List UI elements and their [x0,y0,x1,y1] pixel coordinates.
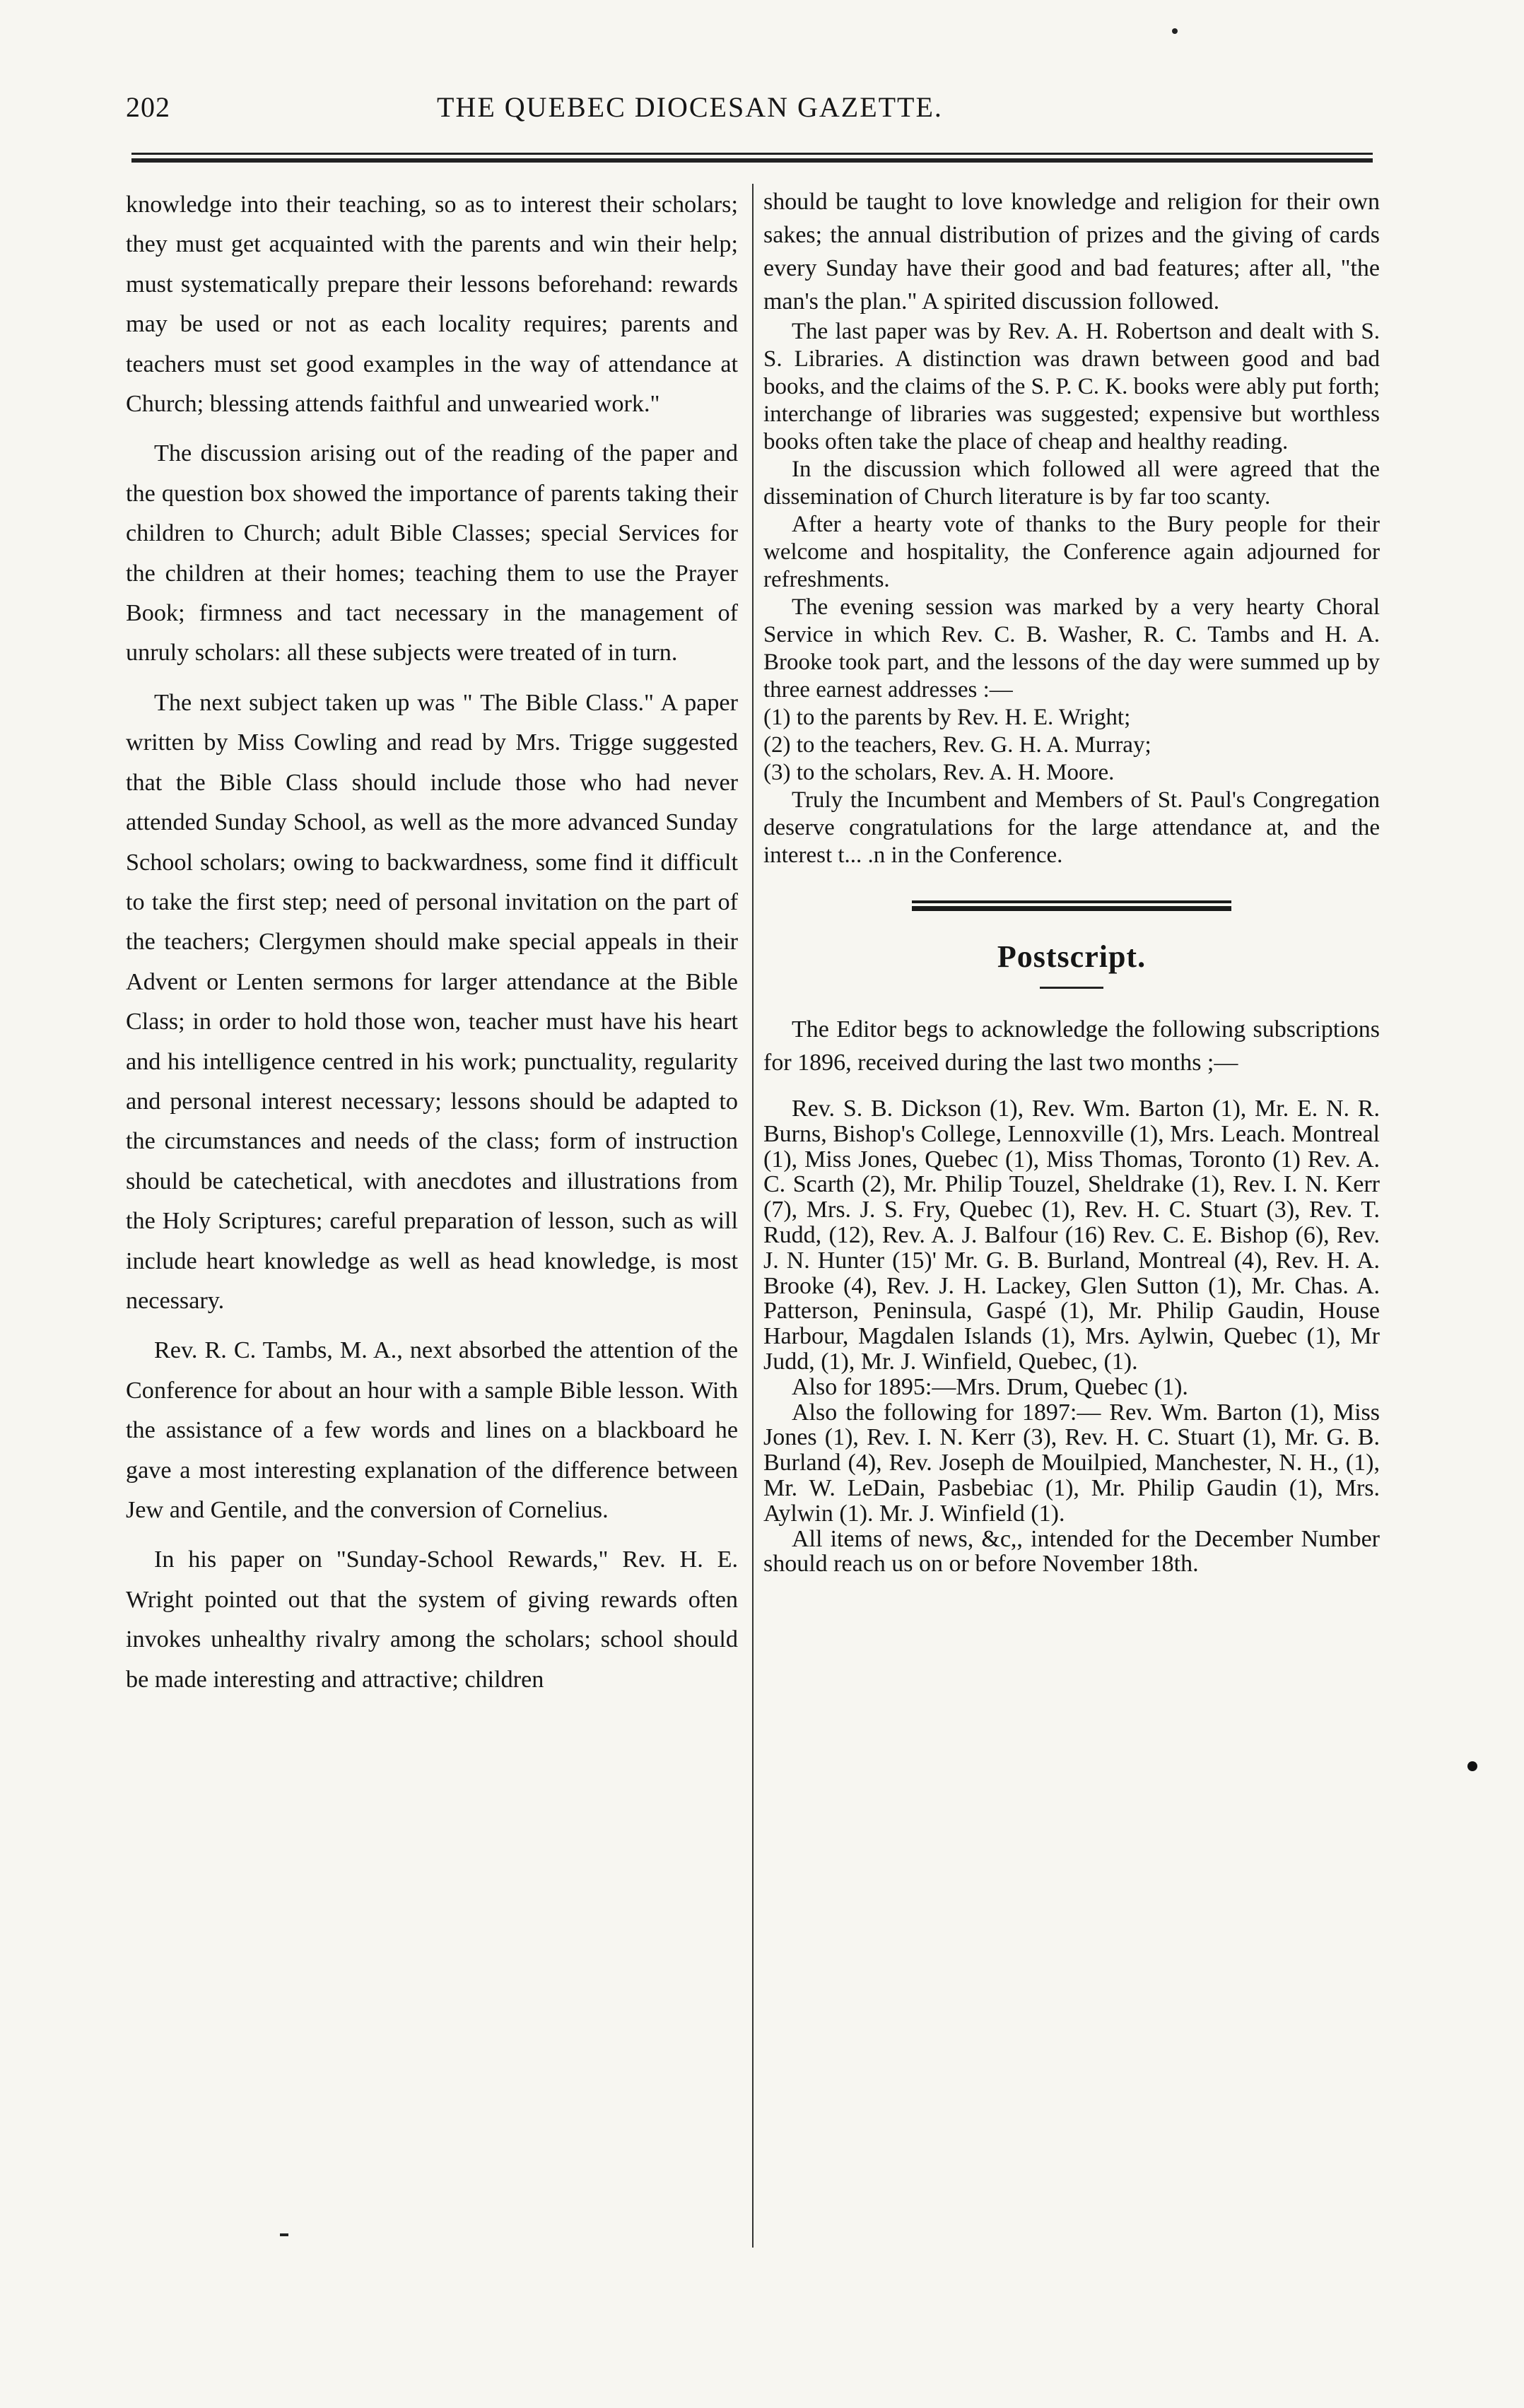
subscriptions-1897: Also the following for 1897:— Rev. Wm. Barton (1), Miss Jones (1), Rev. I. N. Kerr (3), Rev. H. C. Stuart (1), Mr. G. B. Burland (4), Rev. Joseph de Mouilpied, Manchester, N. H., (1), Mr. W. LeDain, Pasbebiac (1), Mr. Philip Gaudin (1), Mrs. Aylwin (1). Mr. J. Winfield (1). [763,1399,1380,1527]
header-rule [131,153,1373,164]
page-number: 202 [126,91,170,123]
ink-dot [1172,28,1178,34]
address-item: (3) to the scholars, Rev. A. H. Moore. [763,760,1115,785]
paragraph: The discussion arising out of the reading of the paper and the question box showed the importance of parents taking their children to Church; adult Bible Classes; special Services for the children at their homes; teaching them to use the Prayer Book; firmness and tact necessary in the management of unruly scholars: all these subjects were treated of in turn. [126,440,738,666]
paragraph: The next subject taken up was " The Bible Class." A paper written by Miss Cowling and read by Mrs. Trigge suggested that the Bible Class should include those who had never attended Sunday School, as well as the more advanced Sunday School scholars; owing to backwardness, some find it difficult to take the first step; need of personal invitation on the part of the teachers; Clergymen should make special appeals in their Advent or Lenten sermons for larger attendance at the Bible Class; in order to hold those won, teacher must have his heart and his intelligence centred in his work; punctuality, regularity and personal interest necessary; lessons should be adapted to the circumstances and needs of the class; form of instruction should be catechetical, with anecdotes and illustrations from the Holy Scriptures; careful preparation of lesson, such as will include heart knowledge as well as head knowledge, is most necessary. [126,689,738,1314]
postscript-intro: The Editor begs to acknowledge the following subscriptions for 1896, received during the last two months ;— [763,1016,1380,1076]
section-rule [763,896,1380,924]
subscriptions-1896: Rev. S. B. Dickson (1), Rev. Wm. Barton (1), Mr. E. N. R. Burns, Bishop's College, Lennoxville (1), Mrs. Leach. Montreal (1), Miss Jones, Quebec (1), Miss Thomas, Toronto (1) Rev. A. C. Scarth (2), Mr. Philip Touzel, Sheldrake (1), Rev. I. N. Kerr (7), Mrs. J. S. Fry, Quebec (1), Rev. H. C. Stuart (3), Rev. T. Rudd, (12), Rev. A. J. Balfour (16) Rev. C. E. Bishop (6), Rev. J. N. Hunter (15)' Mr. G. B. Burland, Montreal (4), Rev. H. A. Brooke (4), Rev. J. H. Lackey, Glen Sutton (1), Mr. Chas. A. Patterson, Peninsula, Gaspé (1), Mr. Philip Gaudin, House Harbour, Magdalen Islands (1), Mrs. Aylwin, Quebec (1), Mr Judd, (1), Mr. J. Winfield, Quebec, (1). [763,1096,1380,1375]
ink-mark [280,2233,288,2236]
right-column [763,185,1380,1577]
column-divider [752,184,754,2248]
paragraph: After a hearty vote of thanks to the Bury people for their welcome and hospitality, the Conference again adjourned for refreshments. [763,512,1380,592]
page-header [126,90,1377,140]
address-item: (2) to the teachers, Rev. G. H. A. Murray; [763,732,1151,758]
address-item: (1) to the parents by Rev. H. E. Wright; [763,705,1131,730]
heading-rule [1040,987,1103,989]
submission-notice: All items of news, &c,, intended for the December Number should reach us on or before November 18th. [763,1525,1380,1578]
page-title: THE QUEBEC DIOCESAN GAZETTE. [437,91,943,123]
paragraph: In the discussion which followed all were agreed that the dissemination of Church literature is by far too scanty. [763,457,1380,510]
paragraph: The evening session was marked by a very hearty Choral Service in which Rev. C. B. Washer, R. C. Tambs and H. A. Brooke took part, and the lessons of the day were summed up by three earnest addresses :— [763,594,1380,703]
paragraph: The last paper was by Rev. A. H. Robertson and dealt with S. S. Libraries. A distinction was drawn between good and bad books, and the claims of the S. P. C. K. books were ably put forth; interchange of libraries was suggested; expensive but worthless books often take the place of cheap and healthy reading. [763,319,1380,454]
paragraph: In his paper on "Sunday-School Rewards," Rev. H. E. Wright pointed out that the system of giving rewards often invokes unhealthy rivalry among the scholars; school should be made interesting and attractive; children [126,1546,738,1693]
subscriptions-1895: Also for 1895:—Mrs. Drum, Quebec (1). [792,1373,1188,1400]
subscriptions-list [763,1096,1380,1577]
paragraph: should be taught to love knowledge and religion for their own sakes; the annual distribution of prizes and the giving of cards every Sunday have their good and bad features; after all, "the man's the plan." A spirited discussion followed. [763,189,1380,315]
paragraph: Truly the Incumbent and Members of St. Paul's Congregation deserve congratulations for the large attendance at, and the interest t... .n in the Conference. [763,787,1380,868]
ink-dot [1467,1761,1477,1771]
paragraph: knowledge into their teaching, so as to interest their scholars; they must get acquainted with the parents and win their help; must systematically prepare their lessons beforehand: rewards may be used or not as each locality requires; parents and teachers must set good examples in the way of attendance at Church; blessing attends faithful and unwearied work." [126,192,738,418]
left-column [126,185,738,1700]
paragraph: Rev. R. C. Tambs, M. A., next absorbed the attention of the Conference for about an hour with a sample Bible lesson. With the assistance of a few words and lines on a blackboard he gave a most interesting explanation of the difference between Jew and Gentile, and the conversion of Cornelius. [126,1337,738,1523]
postscript-heading: Postscript. [997,939,1147,974]
